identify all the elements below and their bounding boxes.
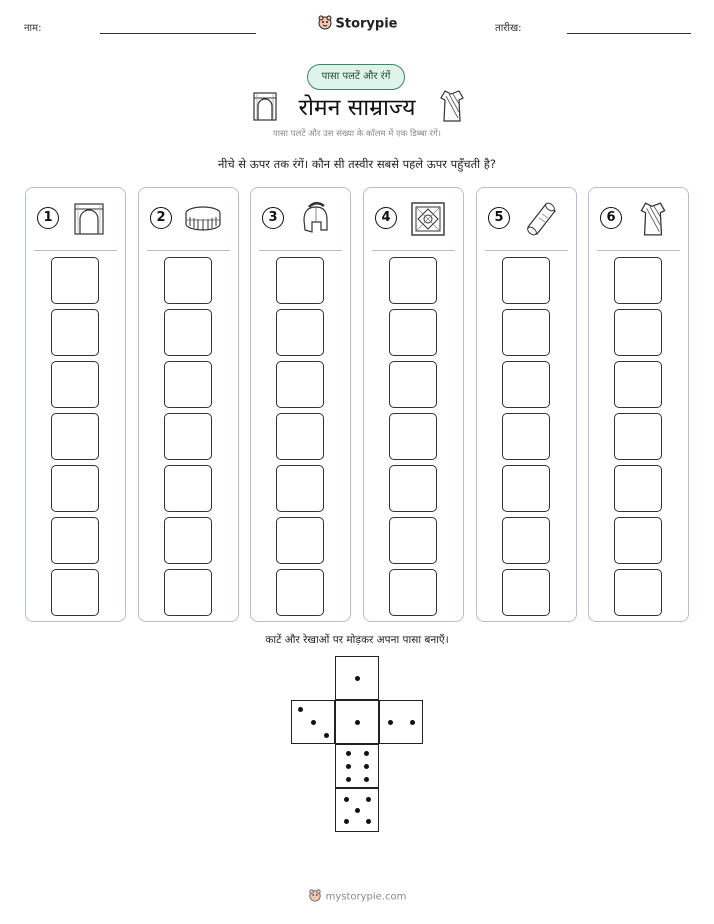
color-box[interactable] (276, 517, 324, 564)
page-title: रोमन साम्राज्य (298, 95, 416, 121)
color-box[interactable] (164, 309, 212, 356)
color-box[interactable] (389, 465, 437, 512)
column-number: 3 (262, 207, 284, 229)
activity-pill: पासा पलटें और रंगें (307, 64, 405, 90)
dice-pip (355, 808, 360, 813)
column-number: 5 (488, 207, 510, 229)
color-box[interactable] (389, 257, 437, 304)
color-box[interactable] (614, 361, 662, 408)
storypie-mascot-icon (317, 14, 333, 34)
color-box[interactable] (502, 569, 550, 616)
dice-pip (410, 720, 415, 725)
column-divider (485, 250, 568, 251)
color-box[interactable] (51, 465, 99, 512)
color-box[interactable] (164, 569, 212, 616)
dice-pip (388, 720, 393, 725)
date-line[interactable] (567, 33, 691, 34)
dice-pip (344, 797, 349, 802)
color-box[interactable] (276, 465, 324, 512)
dice-face-1 (335, 700, 379, 744)
dice-face-3 (291, 700, 335, 744)
color-box[interactable] (164, 413, 212, 460)
color-box[interactable] (502, 361, 550, 408)
color-box[interactable] (502, 257, 550, 304)
aqueduct-icon (71, 200, 109, 238)
footer (0, 888, 714, 905)
dice-face-5 (335, 788, 379, 832)
column-number: 1 (37, 207, 59, 229)
cut-instruction: काटें और रेखाओं पर मोड़कर अपना पासा बनाएँ। (265, 634, 449, 646)
dice-face-2 (379, 700, 423, 744)
coloring-instruction: नीचे से ऊपर तक रंगें। कौन सी तस्वीर सबसे पहले ऊपर पहुँचती है? (217, 157, 497, 171)
column-1 (25, 187, 126, 622)
column-divider (259, 250, 342, 251)
color-box[interactable] (502, 517, 550, 564)
footer-url[interactable]: mystorypie.com (325, 891, 407, 903)
color-box[interactable] (276, 309, 324, 356)
color-box[interactable] (276, 569, 324, 616)
dice-pip (366, 819, 371, 824)
color-box[interactable] (614, 257, 662, 304)
toga-icon (437, 88, 467, 124)
dice-pip (364, 777, 369, 782)
dice-face-6 (335, 744, 379, 788)
color-box[interactable] (51, 309, 99, 356)
color-box[interactable] (164, 257, 212, 304)
dice-pip (355, 676, 360, 681)
color-box[interactable] (164, 361, 212, 408)
dice-pip (346, 764, 351, 769)
color-box[interactable] (389, 569, 437, 616)
color-box[interactable] (51, 517, 99, 564)
dice-pip (366, 797, 371, 802)
brand-logo (0, 14, 714, 34)
color-box[interactable] (614, 465, 662, 512)
color-box[interactable] (502, 309, 550, 356)
storypie-mascot-icon (308, 888, 322, 905)
dice-pip (355, 720, 360, 725)
colosseum-icon (184, 200, 222, 238)
toga-icon (634, 200, 672, 238)
color-box[interactable] (389, 517, 437, 564)
name-label: नाम: (24, 23, 42, 34)
column-2 (138, 187, 239, 622)
dice-pip (346, 777, 351, 782)
column-6 (588, 187, 689, 622)
dice-pip (298, 707, 303, 712)
column-divider (597, 250, 680, 251)
column-divider (34, 250, 117, 251)
date-label: तारीख: (495, 23, 522, 34)
column-4 (363, 187, 464, 622)
color-box[interactable] (614, 309, 662, 356)
dice-pip (344, 819, 349, 824)
color-box[interactable] (51, 361, 99, 408)
column-divider (147, 250, 230, 251)
color-box[interactable] (502, 465, 550, 512)
brand-name: Storypie (335, 16, 398, 32)
dice-face-1 (335, 656, 379, 700)
color-box[interactable] (276, 361, 324, 408)
color-box[interactable] (502, 413, 550, 460)
color-box[interactable] (276, 257, 324, 304)
color-box[interactable] (614, 569, 662, 616)
color-box[interactable] (276, 413, 324, 460)
roman-helmet-icon (296, 200, 334, 238)
color-box[interactable] (51, 569, 99, 616)
column-5 (476, 187, 577, 622)
column-number: 6 (600, 207, 622, 229)
column-3 (250, 187, 351, 622)
color-box[interactable] (164, 465, 212, 512)
mosaic-tile-icon (409, 200, 447, 238)
column-number: 2 (150, 207, 172, 229)
dice-pip (364, 751, 369, 756)
column-divider (372, 250, 455, 251)
dice-pip (364, 764, 369, 769)
page-subtitle: पासा पलटें और उस संख्या के कॉलम में एक डिब्बा रंगें। (273, 129, 441, 139)
dice-pip (346, 751, 351, 756)
scroll-icon (522, 200, 560, 238)
color-box[interactable] (614, 413, 662, 460)
color-box[interactable] (389, 361, 437, 408)
color-box[interactable] (51, 257, 99, 304)
color-box[interactable] (389, 309, 437, 356)
color-box[interactable] (164, 517, 212, 564)
column-number: 4 (375, 207, 397, 229)
color-box[interactable] (389, 413, 437, 460)
color-box[interactable] (51, 413, 99, 460)
dice-pip (311, 720, 316, 725)
dice-pip (324, 733, 329, 738)
color-box[interactable] (614, 517, 662, 564)
